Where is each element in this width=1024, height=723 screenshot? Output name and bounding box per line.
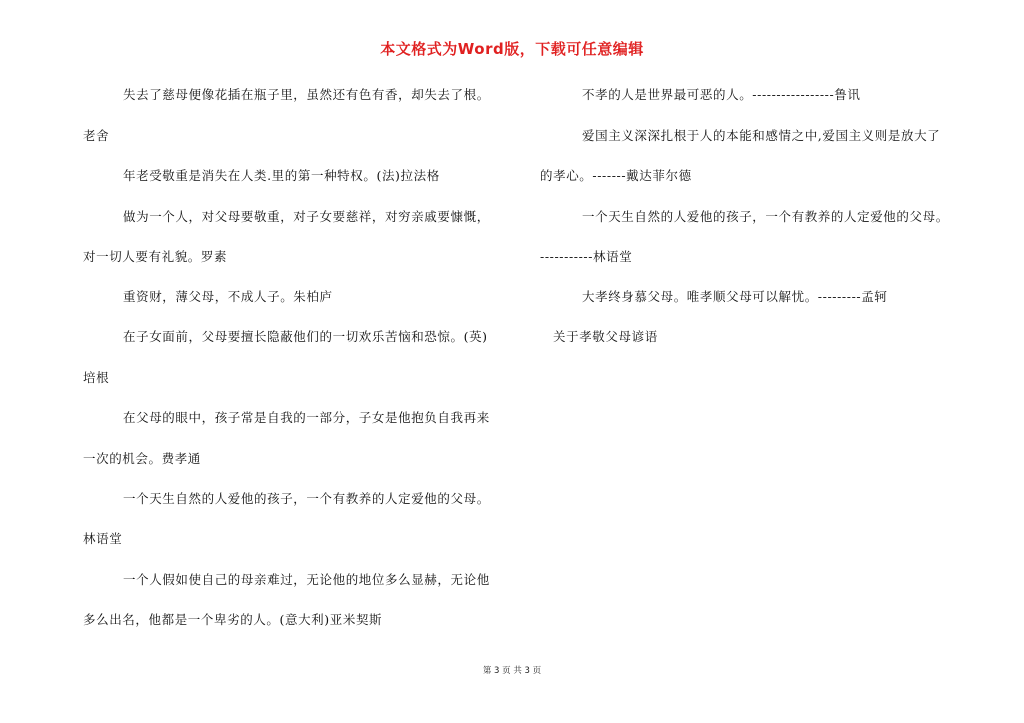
left-line-11: 一个天生自然的人爱他的孩子，一个有教养的人定爱他的父母。 bbox=[123, 491, 490, 506]
left-line-9: 在父母的眼中，孩子常是自我的一部分，子女是他抱负自我再来 bbox=[123, 410, 490, 425]
left-line-5: 对一切人要有礼貌。罗素 bbox=[83, 249, 228, 264]
right-line-6: 大孝终身慕父母。唯孝顺父母可以解忧。---------孟轲 bbox=[582, 289, 888, 304]
left-line-13: 一个人假如使自己的母亲难过，无论他的地位多么显赫，无论他 bbox=[123, 572, 490, 587]
right-line-3: 的孝心。-------戴达菲尔德 bbox=[540, 168, 692, 183]
right-line-7: 关于孝敬父母谚语 bbox=[553, 329, 658, 344]
left-line-14: 多么出名，他都是一个卑劣的人。(意大利)亚米契斯 bbox=[83, 612, 383, 627]
left-line-7: 在子女面前，父母要擅长隐蔽他们的一切欢乐苦恼和恐惊。(英) bbox=[123, 329, 488, 344]
right-line-1: 不孝的人是世界最可恶的人。-----------------鲁讯 bbox=[582, 87, 861, 102]
left-line-6: 重资财，薄父母，不成人子。朱柏庐 bbox=[123, 289, 333, 304]
right-line-2: 爱国主义深深扎根于人的本能和感情之中,爱国主义则是放大了 bbox=[582, 128, 941, 143]
left-line-3: 年老受敬重是消失在人类.里的第一种特权。(法)拉法格 bbox=[123, 168, 440, 183]
left-line-12: 林语堂 bbox=[83, 531, 123, 546]
page-number-footer: 第 3 页 共 3 页 bbox=[482, 666, 542, 676]
document-banner-title: 本文格式为Word版，下载可任意编辑 bbox=[380, 40, 644, 58]
left-line-4: 做为一个人，对父母要敬重，对子女要慈祥，对穷亲戚要慷慨， bbox=[123, 209, 490, 224]
left-line-1: 失去了慈母便像花插在瓶子里，虽然还有色有香，却失去了根。 bbox=[123, 87, 490, 102]
right-line-5: -----------林语堂 bbox=[540, 249, 633, 264]
left-line-8: 培根 bbox=[83, 370, 110, 385]
right-line-4: 一个天生自然的人爱他的孩子，一个有教养的人定爱他的父母。 bbox=[582, 209, 949, 224]
left-line-2: 老舍 bbox=[83, 128, 110, 143]
left-line-10: 一次的机会。费孝通 bbox=[83, 451, 201, 466]
